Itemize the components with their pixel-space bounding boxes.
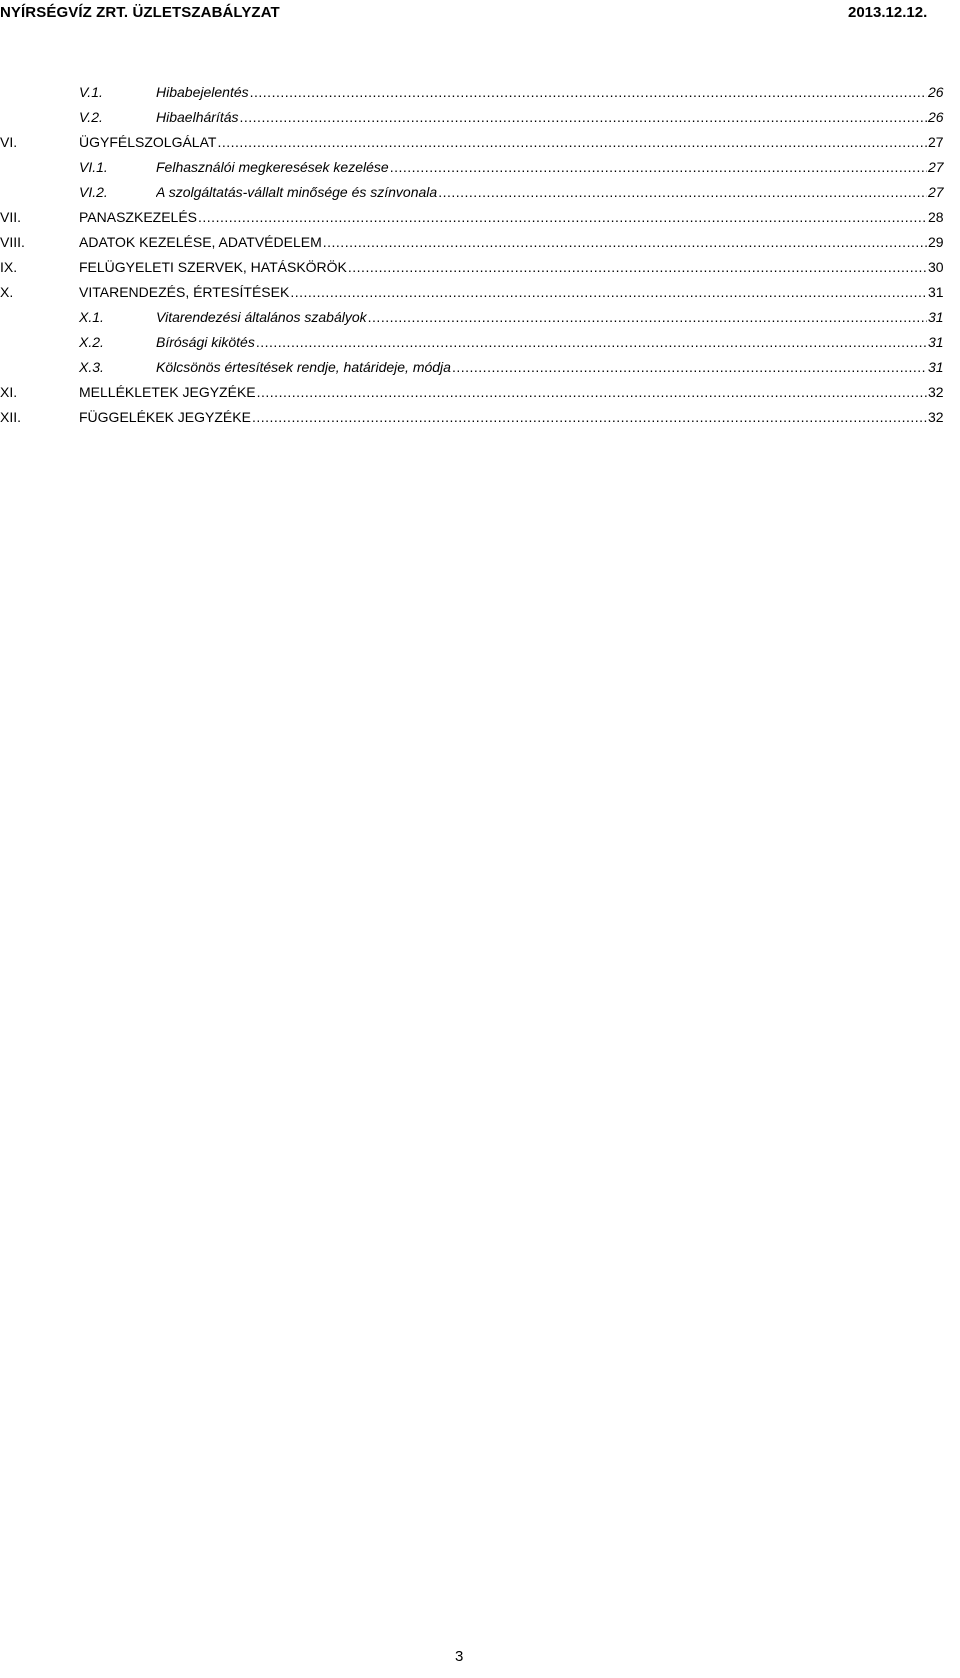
toc-entry-number: IX. [0,259,18,275]
toc-dot-leader [240,105,928,130]
toc-entry-title: Kölcsönös értesítések rendje, határideje, módja [156,359,451,375]
page-header [0,0,960,30]
toc-entry-title: ADATOK KEZELÉSE, ADATVÉDELEM [79,234,322,250]
toc-entry-title: A szolgáltatás-vállalt minősége és színvonala [156,184,438,200]
toc-entry[interactable] [0,180,960,205]
toc-entry-title: FÜGGELÉKEK JEGYZÉKE [79,409,251,425]
toc-entry-page: 26 [928,109,944,125]
toc-dot-leader [323,230,927,255]
toc-entry-number: XII. [0,409,22,425]
toc-entry[interactable] [0,305,960,330]
toc-entry-number: VI.1. [79,159,108,175]
toc-entry-number: X.1. [79,309,104,325]
toc-dot-leader [257,380,927,405]
toc-entry-page: 31 [928,284,944,300]
table-of-contents [0,80,960,430]
toc-dot-leader [198,205,927,230]
toc-entry-number: X.3. [79,359,104,375]
toc-entry-number: V.2. [79,109,103,125]
toc-entry-title-wrap [156,355,927,380]
toc-dot-leader [452,355,927,380]
toc-entry[interactable] [0,355,960,380]
toc-entry-title-wrap [156,180,927,205]
toc-entry-page: 30 [928,259,944,275]
toc-entry-number: VI.2. [79,184,108,200]
toc-entry-page: 31 [928,309,944,325]
toc-entry-title-wrap [156,330,927,355]
toc-entry[interactable] [0,205,960,230]
toc-entry-title: FELÜGYELETI SZERVEK, HATÁSKÖRÖK [79,259,347,275]
toc-entry-title-wrap [79,280,927,305]
toc-entry-title: Bírósági kikötés [156,334,255,350]
toc-entry-title: Vitarendezési általános szabályok [156,309,367,325]
toc-entry-number: V.1. [79,84,103,100]
toc-entry-title-wrap [79,405,927,430]
page-number: 3 [455,1648,464,1665]
toc-entry-page: 32 [928,384,944,400]
document-date: 2013.12.12. [848,4,928,21]
toc-dot-leader [390,155,927,180]
toc-entry-page: 27 [928,134,944,150]
toc-dot-leader [250,80,927,105]
toc-entry-title: Hibaelhárítás [156,109,239,125]
toc-entry-title-wrap [79,130,927,155]
toc-entry-page: 27 [928,159,944,175]
toc-entry-title-wrap [156,155,927,180]
toc-dot-leader [256,330,927,355]
toc-entry[interactable] [0,105,960,130]
toc-entry-page: 32 [928,409,944,425]
toc-dot-leader [368,305,927,330]
toc-entry[interactable] [0,80,960,105]
toc-dot-leader [348,255,927,280]
toc-entry-page: 26 [928,84,944,100]
toc-dot-leader [252,405,927,430]
toc-entry-number: VI. [0,134,18,150]
toc-entry-number: X.2. [79,334,104,350]
toc-entry-number: XI. [0,384,18,400]
toc-entry-title-wrap [156,305,927,330]
toc-entry[interactable] [0,405,960,430]
toc-entry-title-wrap [79,230,927,255]
toc-dot-leader [290,280,927,305]
toc-entry-title: Hibabejelentés [156,84,249,100]
toc-entry-number: VIII. [0,234,25,250]
toc-entry[interactable] [0,130,960,155]
toc-entry-title-wrap [79,380,927,405]
toc-entry[interactable] [0,230,960,255]
toc-entry-number: X. [0,284,14,300]
toc-entry-page: 31 [928,359,944,375]
toc-entry[interactable] [0,155,960,180]
toc-entry-page: 29 [928,234,944,250]
toc-entry-number: VII. [0,209,22,225]
toc-dot-leader [217,130,927,155]
document-title: NYÍRSÉGVÍZ ZRT. ÜZLETSZABÁLYZAT [0,4,280,21]
toc-entry-title-wrap [79,255,927,280]
toc-entry[interactable] [0,330,960,355]
toc-entry[interactable] [0,255,960,280]
toc-entry-title: Felhasználói megkeresések kezelése [156,159,389,175]
toc-dot-leader [438,180,927,205]
toc-entry-title: ÜGYFÉLSZOLGÁLAT [79,134,217,150]
toc-entry[interactable] [0,280,960,305]
toc-entry-title-wrap [156,80,927,105]
toc-entry-page: 31 [928,334,944,350]
toc-entry-title: VITARENDEZÉS, ÉRTESÍTÉSEK [79,284,290,300]
toc-entry-title: PANASZKEZELÉS [79,209,198,225]
toc-entry[interactable] [0,380,960,405]
toc-entry-title-wrap [79,205,927,230]
toc-entry-title: MELLÉKLETEK JEGYZÉKE [79,384,256,400]
toc-entry-title-wrap [156,105,927,130]
toc-entry-page: 27 [928,184,944,200]
toc-entry-page: 28 [928,209,944,225]
